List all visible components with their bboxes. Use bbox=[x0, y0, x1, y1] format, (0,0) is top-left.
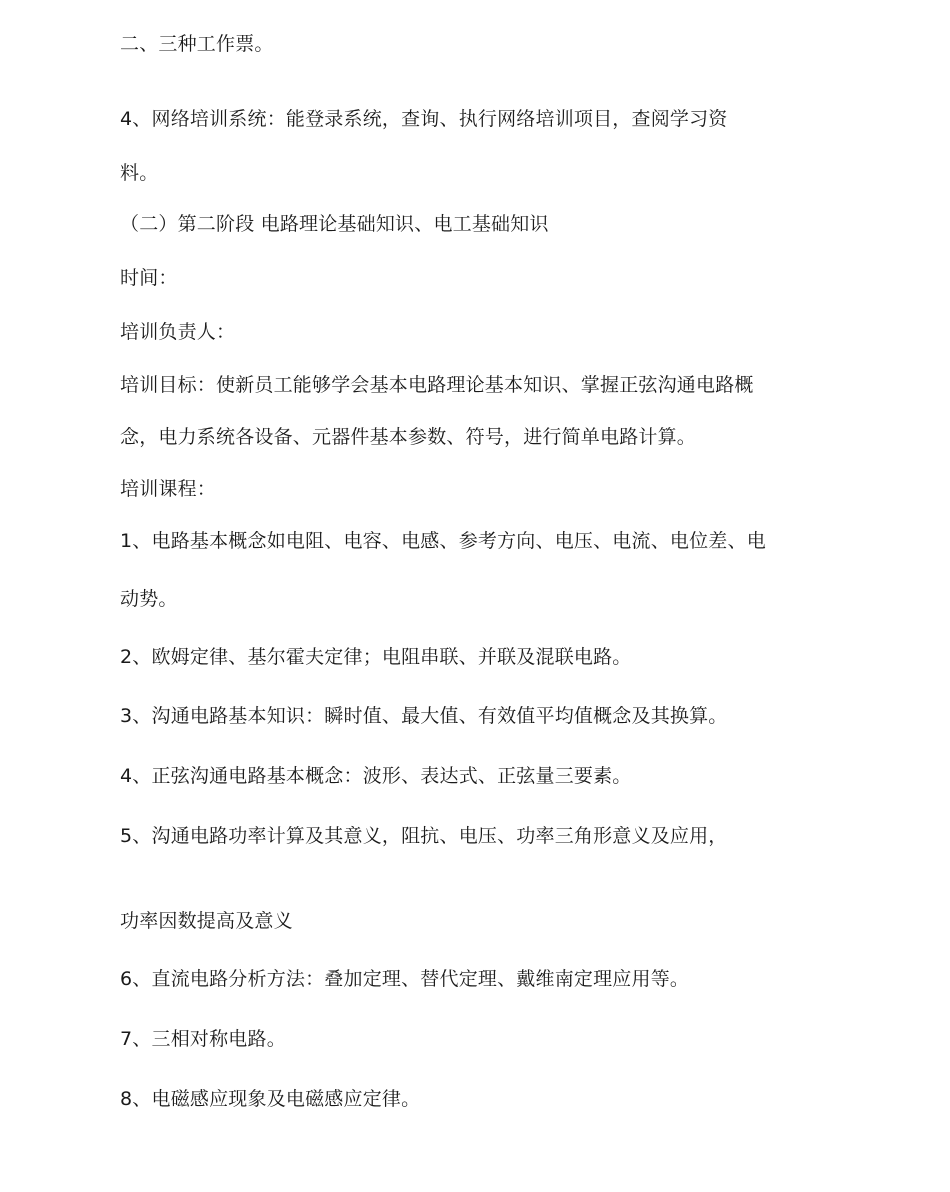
course-item-1-continuation: 动势。 bbox=[120, 588, 178, 610]
course-item-6: 6、直流电路分析方法：叠加定理、替代定理、戴维南定理应用等。 bbox=[120, 968, 690, 990]
text-line-work-tickets: 二、三种工作票。 bbox=[120, 33, 274, 55]
field-training-courses: 培训课程： bbox=[120, 478, 217, 500]
course-item-1: 1、电路基本概念如电阻、电容、电感、参考方向、电压、电流、电位差、电 bbox=[120, 530, 766, 552]
course-item-2: 2、欧姆定律、基尔霍夫定律；电阻串联、并联及混联电路。 bbox=[120, 646, 632, 668]
field-training-goal: 培训目标：使新员工能够学会基本电路理论基本知识、掌握正弦沟通电路概 bbox=[120, 374, 754, 396]
text-line-goal-continuation: 念，电力系统各设备、元器件基本参数、符号，进行简单电路计算。 bbox=[120, 426, 697, 448]
course-item-7: 7、三相对称电路。 bbox=[120, 1028, 286, 1050]
course-item-5: 5、沟通电路功率计算及其意义，阻抗、电压、功率三角形意义及应用， bbox=[120, 825, 728, 847]
course-item-8: 8、电磁感应现象及电磁感应定律。 bbox=[120, 1088, 421, 1110]
course-item-3: 3、沟通电路基本知识：瞬时值、最大值、有效值平均值概念及其换算。 bbox=[120, 705, 728, 727]
text-line-item-4-network-training: 4、网络培训系统：能登录系统，查询、执行网络培训项目，查阅学习资 bbox=[120, 108, 728, 130]
text-line-continuation: 料。 bbox=[120, 162, 159, 184]
field-time: 时间： bbox=[120, 267, 178, 289]
course-item-5-continuation: 功率因数提高及意义 bbox=[120, 910, 293, 932]
section-heading-stage-2: （二）第二阶段 电路理论基础知识、电工基础知识 bbox=[120, 213, 549, 235]
field-training-lead: 培训负责人： bbox=[120, 321, 236, 343]
course-item-4: 4、正弦沟通电路基本概念：波形、表达式、正弦量三要素。 bbox=[120, 765, 632, 787]
